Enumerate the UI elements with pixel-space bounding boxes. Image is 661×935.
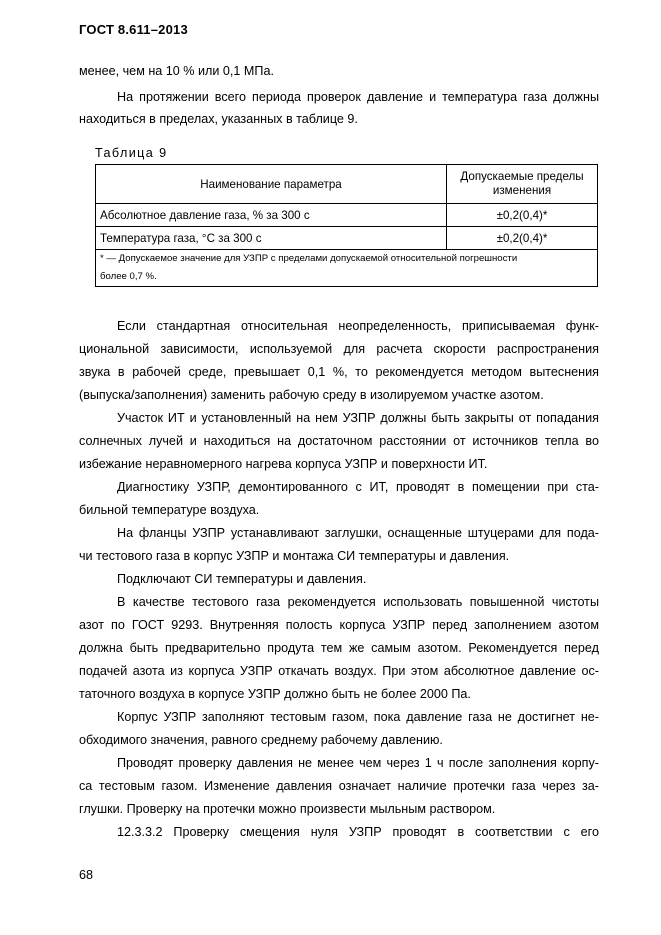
value-cell: ±0,2(0,4)* — [447, 204, 598, 227]
value-cell: ±0,2(0,4)* — [447, 227, 598, 250]
paragraph-line: циональной зависимости, используемой для расчета скорости распространения — [79, 342, 599, 356]
paragraph-line: бильной температуре воздуха. — [79, 503, 260, 517]
table-footnote-row — [96, 250, 598, 287]
paragraph-line: На фланцы УЗПР устанавливают заглушки, оснащенные штуцерами для пода- — [117, 526, 599, 540]
paragraph-line: солнечных лучей и находиться на достаточном расстоянии от источников тепла во — [79, 434, 599, 448]
paragraph-line: Если стандартная относительная неопределенность, приписываемая функ- — [117, 319, 599, 333]
paragraph-line: 12.3.3.2 Проверку смещения нуля УЗПР проводят в соответствии с его — [117, 825, 599, 839]
paragraph-line: чи тестового газа в корпус УЗПР и монтажа СИ температуры и давления. — [79, 549, 510, 563]
param-cell: Температура газа, °С за 300 с — [96, 227, 447, 250]
paragraph-line: (выпуска/заполнения) заменить рабочую среду в изолируемом участке азотом. — [79, 388, 544, 402]
paragraph-line: Проводят проверку давления не менее чем через 1 ч после заполнения корпу- — [117, 756, 599, 770]
table-row — [96, 227, 598, 250]
page-number: 68 — [79, 868, 94, 882]
paragraph-line: Диагностику УЗПР, демонтированного с ИТ, проводят в помещении при ста- — [117, 480, 599, 494]
paragraph-line: азот по ГОСТ 9293. Внутренняя полость корпуса УЗПР перед заполнением азотом — [79, 618, 599, 632]
paragraph-line: подачей азота из корпуса УЗПР откачать воздух. При этом абсолютное давление ос- — [79, 664, 599, 678]
paragraph-line: звука в рабочей среде, превышает 0,1 %, то рекомендуется методом вытеснения — [79, 365, 599, 379]
table-footnote — [96, 250, 598, 287]
footnote-line: * — Допускаемое значение для УЗПР с пределами допускаемой относительной погрешности — [100, 253, 518, 264]
header-cell-limits: Допускаемые пределы изменения — [447, 165, 598, 204]
table-header-row — [96, 165, 598, 204]
paragraph-line: глушки. Проверку на протечки можно произвести мыльным раствором. — [79, 802, 496, 816]
paragraph-line: обходимого значения, равного среднему рабочему давлению. — [79, 733, 443, 747]
paragraph-line: менее, чем на 10 % или 0,1 МПа. — [79, 64, 274, 78]
paragraph-line: должна быть предварительно продута тем же самым азотом. Рекомендуется перед — [79, 641, 599, 655]
paragraph-line: са тестовым газом. Изменение давления означает наличие протечки газа через за- — [79, 779, 599, 793]
table-row — [96, 204, 598, 227]
footnote-line: более 0,7 %. — [100, 271, 157, 282]
parameter-table — [95, 164, 598, 287]
paragraph-line: В качестве тестового газа рекомендуется использовать повышенной чистоты — [117, 595, 599, 609]
document-header: ГОСТ 8.611–2013 — [79, 22, 188, 37]
paragraph-line: На протяжении всего периода проверок давление и температура газа должны — [117, 90, 599, 104]
paragraph-line: таточного воздуха в корпусе УЗПР должно быть не более 2000 Па. — [79, 687, 471, 701]
table-caption: Таблица 9 — [95, 146, 168, 160]
paragraph-line: избежание неравномерного нагрева корпуса УЗПР и поверхности ИТ. — [79, 457, 488, 471]
param-cell: Абсолютное давление газа, % за 300 с — [96, 204, 447, 227]
header-cell-parameter: Наименование параметра — [96, 165, 447, 204]
paragraph-line: находиться в пределах, указанных в таблице 9. — [79, 112, 358, 126]
paragraph-line: Участок ИТ и установленный на нем УЗПР должны быть закрыты от попадания — [117, 411, 599, 425]
paragraph-line: Подключают СИ температуры и давления. — [117, 572, 367, 586]
paragraph-line: Корпус УЗПР заполняют тестовым газом, пока давление газа не достигнет не- — [117, 710, 599, 724]
